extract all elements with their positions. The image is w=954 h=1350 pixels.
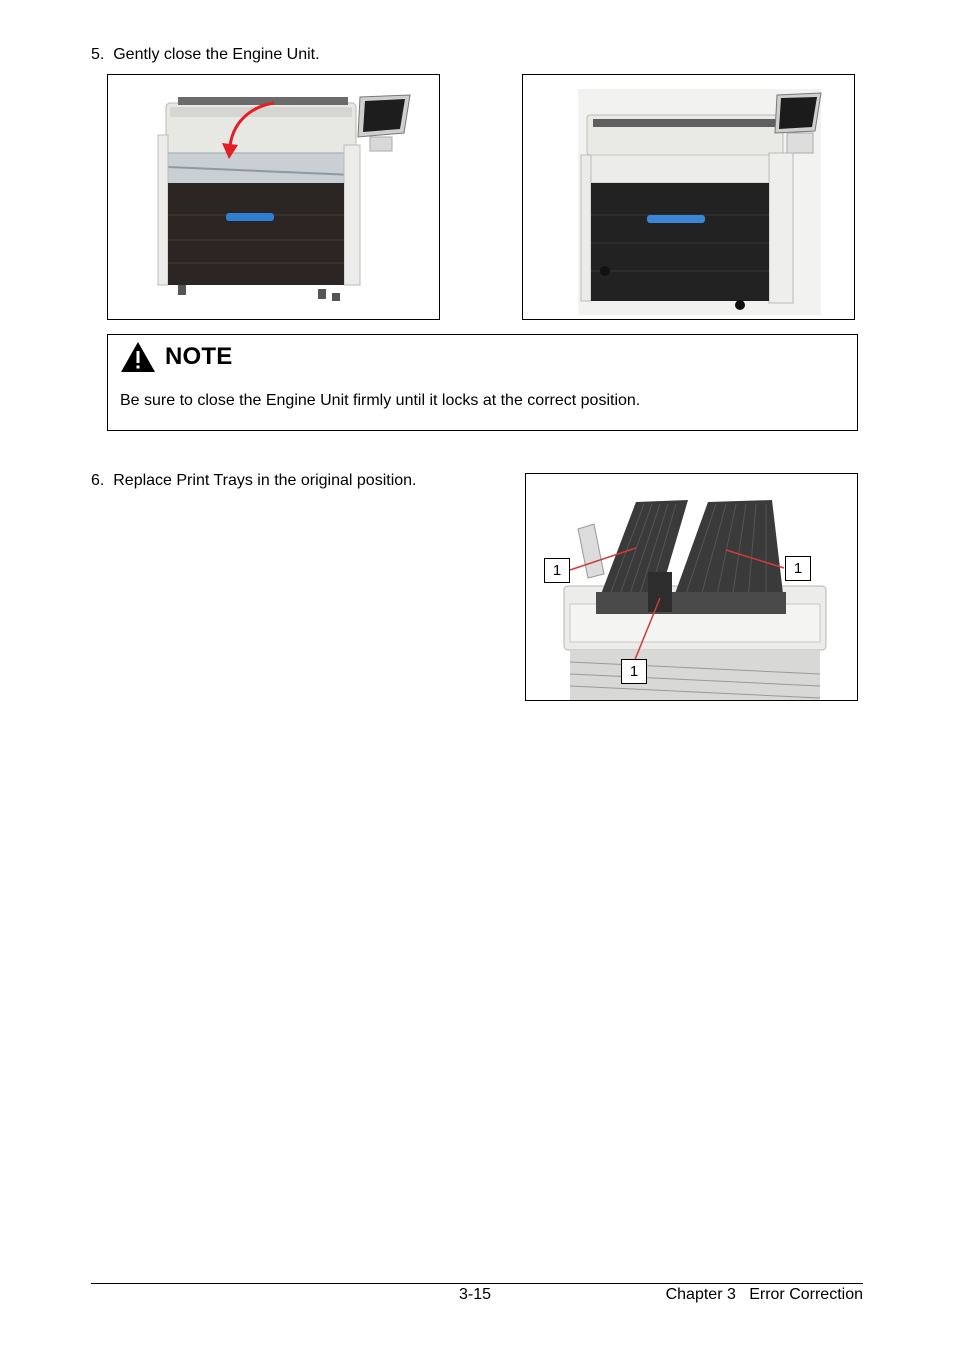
page-number: 3-15 [459,1286,492,1303]
step-text: Gently close the Engine Unit. [113,46,320,63]
print-trays-illustration [526,474,857,700]
photo-print-trays [525,473,858,701]
step-number: 5. [91,46,105,63]
chapter-title: Chapter 3 Error Correction [665,1286,863,1303]
footer-divider [91,1283,863,1284]
note-title: NOTE [165,343,233,370]
warning-triangle-icon [120,341,156,373]
step-number: 6. [91,472,105,489]
note-box [107,334,858,431]
note-text: Be sure to close the Engine Unit firmly until it locks at the correct position. [120,392,641,409]
printer-closed-illustration [523,75,854,319]
photo-engine-unit-closed [522,74,855,320]
step-5 [91,46,320,64]
step-6 [91,472,417,490]
step-text: Replace Print Trays in the original position. [113,472,417,489]
printer-illustration [108,75,439,319]
photo-closing-engine-unit [107,74,440,320]
callout-label: 1 [621,659,647,684]
callout-label: 1 [785,556,811,581]
callout-label: 1 [544,558,570,583]
note-heading [120,343,232,371]
